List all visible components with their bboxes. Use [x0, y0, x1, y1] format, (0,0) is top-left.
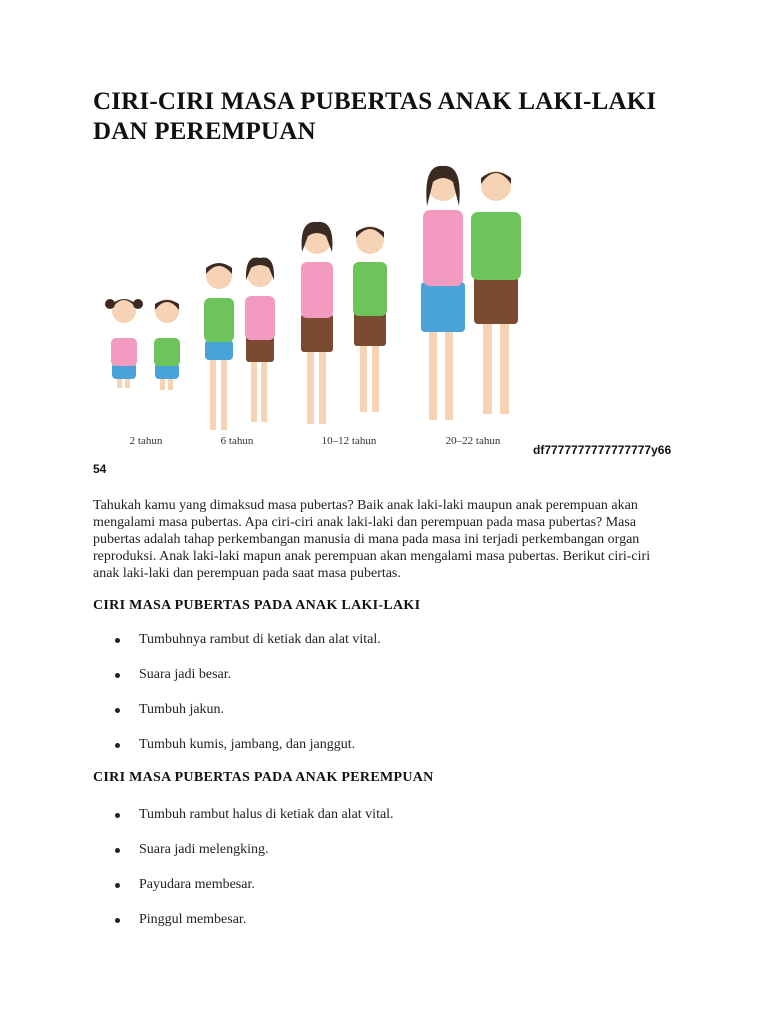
intro-paragraph: Tahukah kamu yang dimaksud masa pubertas? Baik anak laki-laki maupun anak perempuan akan mengalami masa pubertas. Apa ciri-ciri anak laki-laki dan perempuan pada masa pubertas? Masa pubertas adalah tahap perkembangan manusia di mana pada masa ini terjadi perkembangan organ reproduksi. Anak laki-laki mapun anak perempuan akan mengalami masa pubertas. Berikut ciri-ciri anak laki-laki dan perempuan pada saat masa pubertas.	[93, 498, 651, 581]
figure-boy-2	[154, 299, 180, 390]
figure-man-20-22	[471, 171, 521, 414]
bullet-icon	[115, 638, 120, 643]
girls-traits-list	[112, 806, 394, 946]
figure-woman-20-22	[421, 166, 465, 420]
list-item	[112, 666, 381, 701]
list-item	[112, 701, 381, 736]
list-item	[112, 631, 381, 666]
age-label-6: 6 tahun	[220, 435, 254, 447]
puberty-growth-illustration	[93, 158, 533, 450]
age-label-10-12: 10–12 tahun	[321, 435, 377, 447]
list-item-text: Tumbuhnya rambut di ketiak dan alat vital.	[139, 632, 381, 647]
figure-caption-line2: 54	[93, 462, 107, 476]
list-item	[112, 911, 394, 946]
boys-traits-list	[112, 631, 381, 771]
list-item	[112, 841, 394, 876]
bullet-icon	[115, 918, 120, 923]
list-item	[112, 806, 394, 841]
section-heading-boys: CIRI MASA PUBERTAS PADA ANAK LAKI-LAKI	[93, 598, 421, 613]
figure-girl-6	[245, 257, 275, 422]
age-label-20-22: 20–22 tahun	[445, 435, 501, 447]
bullet-icon	[115, 813, 120, 818]
growth-figures-svg	[93, 158, 533, 450]
bullet-icon	[115, 743, 120, 748]
figure-boy-6	[204, 263, 234, 430]
page-title: CIRI-CIRI MASA PUBERTAS ANAK LAKI-LAKI DAN PEREMPUAN	[93, 88, 657, 145]
list-item-text: Pinggul membesar.	[139, 912, 247, 927]
list-item-text: Tumbuh jakun.	[139, 702, 225, 717]
figure-girl-10-12	[301, 222, 333, 424]
figure-girl-2	[105, 299, 143, 388]
list-item-text: Suara jadi melengking.	[139, 842, 269, 857]
section-heading-girls: CIRI MASA PUBERTAS PADA ANAK PEREMPUAN	[93, 770, 434, 785]
bullet-icon	[115, 848, 120, 853]
figure-boy-10-12	[353, 226, 387, 412]
figure-caption-line1: df7777777777777777y66	[533, 443, 672, 457]
list-item-text: Tumbuh rambut halus di ketiak dan alat vital.	[139, 807, 394, 822]
list-item	[112, 736, 381, 771]
age-label-2: 2 tahun	[129, 435, 163, 447]
bullet-icon	[115, 673, 120, 678]
list-item-text: Suara jadi besar.	[139, 667, 232, 682]
bullet-icon	[115, 708, 120, 713]
list-item-text: Tumbuh kumis, jambang, dan janggut.	[139, 737, 356, 752]
list-item	[112, 876, 394, 911]
list-item-text: Payudara membesar.	[139, 877, 255, 892]
bullet-icon	[115, 883, 120, 888]
